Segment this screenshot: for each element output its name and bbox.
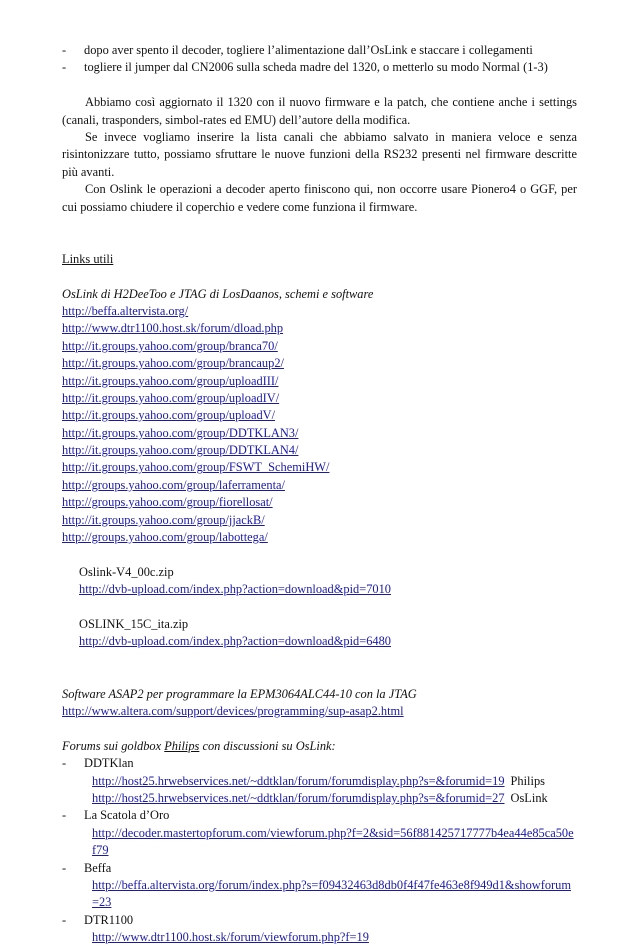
forums-heading-post: con discussioni su OsLink:	[199, 738, 336, 753]
forums-heading-brand: Philips	[164, 738, 200, 753]
forum-link[interactable]: http://beffa.altervista.org/forum/index.php?s=f09432463d8db0f4f47fe463e8f949d1&showforum=23	[92, 877, 572, 910]
forum-item	[62, 912, 577, 929]
bullet-dash: -	[62, 756, 67, 771]
forum-link[interactable]: http://host25.hrwebservices.net/~ddtklan/forum/forumdisplay.php?s=&forumid=19	[92, 773, 505, 788]
download-block	[62, 564, 577, 651]
oslink-link-row	[62, 494, 577, 511]
download-filename: Oslink-V4_00c.zip	[79, 564, 174, 579]
asap-link[interactable]: http://www.altera.com/support/devices/programming/sup-asap2.html	[62, 703, 404, 718]
spacer	[62, 651, 577, 668]
oslink-link[interactable]: http://it.groups.yahoo.com/group/uploadV/	[62, 408, 276, 423]
oslink-link[interactable]: http://it.groups.yahoo.com/group/uploadIV/	[62, 390, 280, 405]
oslink-link-row	[62, 425, 577, 442]
oslink-link[interactable]: http://groups.yahoo.com/group/labottega/	[62, 530, 268, 545]
oslink-link-row	[62, 512, 577, 529]
oslink-link-row	[62, 338, 577, 355]
paragraph: Con Oslink le operazioni a decoder aperto finiscono qui, non occorre usare Pionero4 o GGF, per cui possiamo chiudere il coperchio e vedere come funziona il firmware.	[62, 182, 577, 214]
forum-item	[62, 755, 577, 772]
oslink-link-row	[62, 459, 577, 476]
oslink-link[interactable]: http://it.groups.yahoo.com/group/jjackB/	[62, 512, 265, 527]
forum-link-row	[62, 877, 577, 912]
forum-item	[62, 807, 577, 824]
forum-name: DDTKlan	[84, 756, 134, 771]
forum-link[interactable]: http://host25.hrwebservices.net/~ddtklan/forum/forumdisplay.php?s=&forumid=27	[92, 790, 505, 805]
forum-name: La Scatola d’Oro	[84, 808, 170, 823]
oslink-link[interactable]: http://groups.yahoo.com/group/laferramenta/	[62, 477, 285, 492]
bullet-dash: -	[62, 43, 67, 57]
bullet-dash: -	[62, 912, 67, 927]
forum-link-row	[62, 929, 577, 946]
spacer	[62, 233, 577, 250]
oslink-link-row	[62, 320, 577, 337]
download-filename: OSLINK_15C_ita.zip	[79, 617, 189, 631]
forum-item	[62, 860, 577, 877]
spacer	[79, 599, 577, 616]
oslink-heading: OsLink di H2DeeToo e JTAG di LosDaanos, schemi e software	[62, 286, 374, 301]
forum-link[interactable]: http://decoder.mastertopforum.com/viewforum.php?f=2&sid=56f881425717777b4ea44e85ca50ef79	[92, 825, 574, 858]
oslink-link[interactable]: http://it.groups.yahoo.com/group/brancaup2/	[62, 356, 284, 371]
oslink-links-list	[62, 303, 577, 546]
download-link[interactable]: http://dvb-upload.com/index.php?action=download&pid=7010	[79, 582, 391, 597]
spacer	[62, 720, 577, 737]
oslink-link[interactable]: http://it.groups.yahoo.com/group/FSWT_SchemiHW/	[62, 460, 330, 475]
forum-name: Beffa	[84, 860, 112, 875]
document-page	[62, 42, 577, 946]
bullet-item	[62, 42, 577, 59]
oslink-link[interactable]: http://it.groups.yahoo.com/group/DDTKLAN3/	[62, 425, 299, 440]
paragraph: Abbiamo così aggiornato il 1320 con il nuovo firmware e la patch, che contiene anche i settings (canali, trasponders, simbol-rates ed EMU) dell’autore della modifica.	[62, 95, 577, 127]
bullet-text: dopo aver spento il decoder, togliere l’alimentazione dall’OsLink e staccare i collegamenti	[84, 43, 533, 57]
oslink-link[interactable]: http://it.groups.yahoo.com/group/branca70/	[62, 338, 278, 353]
oslink-link[interactable]: http://groups.yahoo.com/group/fiorellosat/	[62, 495, 273, 510]
oslink-link-row	[62, 529, 577, 546]
oslink-link[interactable]: http://beffa.altervista.org/	[62, 303, 189, 318]
bullet-item	[62, 59, 577, 76]
forum-link[interactable]: http://www.dtr1100.host.sk/forum/viewforum.php?f=19	[92, 930, 369, 945]
bullet-text: togliere il jumper dal CN2006 sulla scheda madre del 1320, o metterlo su modo Normal (1-3)	[84, 60, 548, 75]
spacer	[62, 216, 577, 233]
asap-heading: Software ASAP2 per programmare la EPM3064ALC44-10 con la JTAG	[62, 686, 417, 701]
forums-heading-pre: Forums sui goldbox	[62, 738, 165, 753]
oslink-link-row	[62, 477, 577, 494]
forum-link-row	[62, 790, 577, 807]
oslink-link[interactable]: http://www.dtr1100.host.sk/forum/dload.php	[62, 321, 284, 336]
spacer	[62, 268, 577, 285]
oslink-link-row	[62, 407, 577, 424]
forum-name: DTR1100	[84, 912, 134, 927]
links-heading: Links utili	[62, 251, 114, 266]
spacer	[62, 77, 577, 94]
oslink-link[interactable]: http://it.groups.yahoo.com/group/DDTKLAN4/	[62, 443, 299, 458]
oslink-link-row	[62, 303, 577, 320]
bullet-dash: -	[62, 860, 67, 875]
bullet-dash: -	[62, 60, 67, 75]
forum-link-tag: Philips	[510, 773, 545, 788]
forum-link-row	[62, 773, 577, 790]
download-link[interactable]: http://dvb-upload.com/index.php?action=download&pid=6480	[79, 634, 391, 649]
oslink-link-row	[62, 390, 577, 407]
forum-link-row	[62, 825, 577, 860]
spacer	[62, 546, 577, 563]
oslink-link-row	[62, 373, 577, 390]
oslink-link[interactable]: http://it.groups.yahoo.com/group/uploadIII/	[62, 373, 279, 388]
oslink-link-row	[62, 442, 577, 459]
paragraph: Se invece vogliamo inserire la lista canali che abbiamo salvato in maniera veloce e senza risintonizzare tutto, possiamo sfruttare le nuove funzioni della RS232 presenti nel firmware descritte più avanti.	[62, 129, 577, 179]
oslink-link-row	[62, 355, 577, 372]
spacer	[62, 668, 577, 685]
forums-heading	[62, 738, 577, 755]
bullet-dash: -	[62, 808, 67, 823]
forum-link-tag: OsLink	[510, 790, 548, 805]
